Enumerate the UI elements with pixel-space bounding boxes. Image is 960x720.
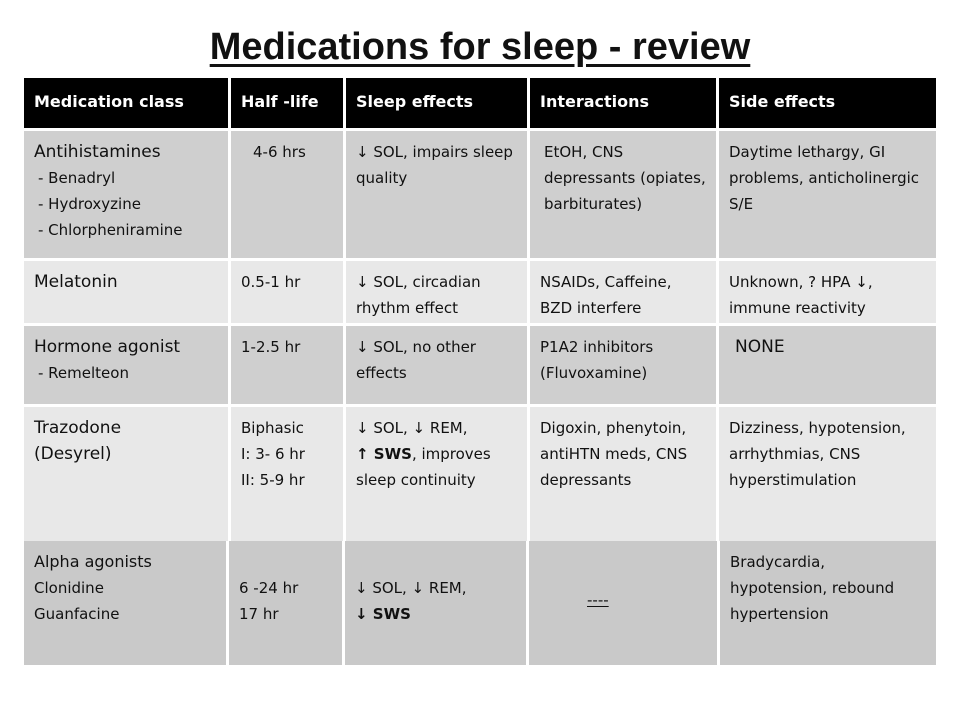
medications-table — [24, 78, 936, 551]
header-interactions: Interactions — [530, 78, 719, 128]
medication-name: Trazodone (Desyrel) — [34, 418, 122, 464]
header-medication-class: Medication class — [24, 78, 231, 128]
cell-interactions — [529, 541, 720, 665]
cell-sleep-effects: ↓ SOL, no other effects — [346, 326, 530, 404]
medication-sub: - Benadryl — [38, 169, 116, 187]
half-life-line: II: 5-9 hr — [241, 471, 305, 489]
cell-side-effects: Dizziness, hypotension, arrhythmias, CNS hyperstimulation — [729, 419, 906, 489]
interactions-none: ---- — [587, 591, 609, 609]
medication-name: Melatonin — [34, 272, 118, 292]
medication-sub: Clonidine — [34, 579, 104, 597]
medication-sub: - Hydroxyzine — [38, 195, 141, 213]
cell-half-life — [229, 541, 345, 665]
header-half-life: Half -life — [231, 78, 346, 128]
medication-name: Hormone agonist — [34, 337, 181, 357]
medication-name: Alpha agonists — [34, 552, 152, 571]
cell-sleep-effects: ↓ SOL, circadian rhythm effect — [346, 261, 530, 323]
table-row-hormone-agonist — [24, 326, 936, 407]
cell-half-life: 1-2.5 hr — [231, 326, 346, 404]
cell-side-effects: NONE — [735, 337, 785, 357]
cell-sleep-effects — [346, 407, 530, 551]
header-sleep-effects: Sleep effects — [346, 78, 530, 128]
medication-sub: - Chlorpheniramine — [38, 221, 183, 239]
cell-medication-class — [24, 261, 231, 323]
medication-name: Antihistamines — [34, 142, 161, 162]
cell-interactions: EtOH, CNS depressants (opiates, barbiturates) — [530, 131, 719, 258]
cell-half-life — [231, 407, 346, 551]
cell-half-life: 0.5-1 hr — [231, 261, 346, 323]
cell-medication-class — [24, 326, 231, 404]
page-title: Medications for sleep - review — [209, 26, 751, 68]
cell-medication-class — [24, 407, 231, 551]
table-row-antihistamines — [24, 131, 936, 261]
cell-side-effects: Unknown, ? HPA ↓, immune reactivity — [729, 273, 873, 317]
sleep-effects-text: ↓ SOL, ↓ REM, — [356, 419, 468, 437]
medication-sub: Guanfacine — [34, 605, 120, 623]
sws-label: ↑ SWS — [356, 445, 412, 463]
cell-side-effects: Daytime lethargy, GI problems, anticholinergic S/E — [729, 143, 920, 213]
cell-interactions: Digoxin, phenytoin, antiHTN meds, CNS depressants — [530, 407, 719, 551]
table-row-trazodone — [24, 407, 936, 551]
cell-sleep-effects — [345, 541, 529, 665]
sws-label: ↓ SWS — [355, 605, 411, 623]
table-row-alpha-agonists — [24, 541, 936, 665]
cell-side-effects: Bradycardia, hypotension, rebound hypertension — [730, 553, 895, 623]
cell-interactions: NSAIDs, Caffeine, BZD interfere — [530, 261, 719, 323]
cell-medication-class — [24, 131, 231, 258]
cell-medication-class — [24, 541, 229, 665]
medication-sub: - Remelteon — [38, 364, 129, 382]
cell-sleep-effects: ↓ SOL, impairs sleep quality — [346, 131, 530, 258]
sleep-effects-text: , improves sleep continuity — [356, 445, 491, 489]
cell-interactions: P1A2 inhibitors (Fluvoxamine) — [530, 326, 719, 404]
half-life-line: 17 hr — [239, 605, 279, 623]
cell-half-life: 4-6 hrs — [231, 131, 346, 258]
half-life-line: I: 3- 6 hr — [241, 445, 305, 463]
table-row-melatonin — [24, 261, 936, 326]
sleep-effects-text: ↓ SOL, ↓ REM, — [355, 579, 467, 597]
half-life-line: 6 -24 hr — [239, 579, 299, 597]
header-side-effects: Side effects — [729, 92, 836, 111]
half-life-line: Biphasic — [241, 419, 304, 437]
table-header-row — [24, 78, 936, 131]
